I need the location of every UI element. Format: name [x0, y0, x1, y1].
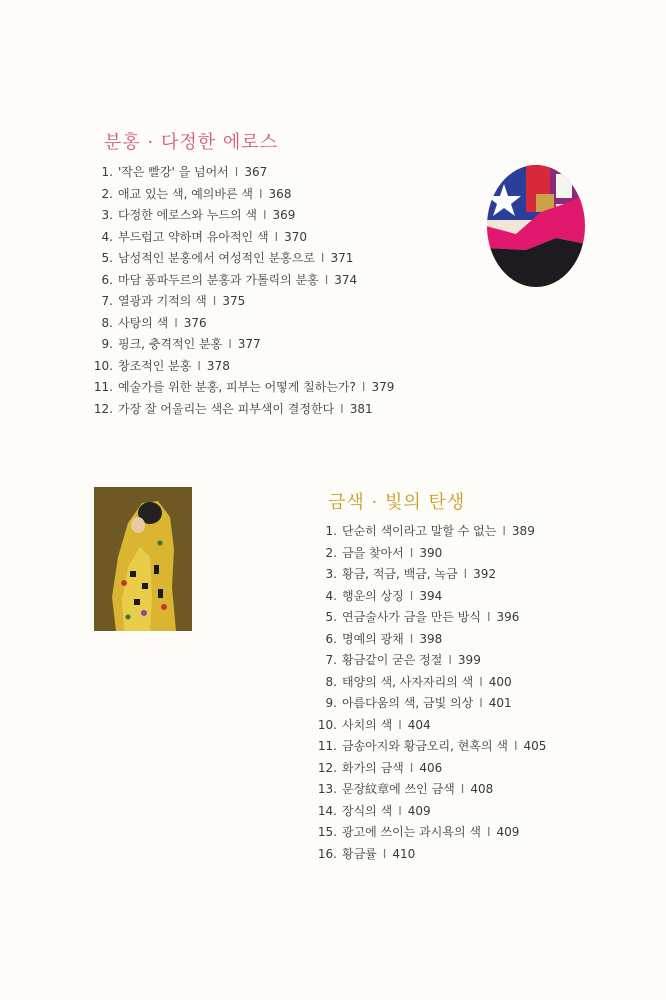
toc-entry-number: 9.: [325, 696, 337, 710]
toc-separator: I: [262, 208, 267, 222]
toc-entry-page: 409: [407, 803, 431, 818]
toc-entry-title: 행운의 상징: [342, 588, 404, 603]
toc-entry-page: 399: [457, 653, 481, 667]
toc-entry-title: 창조적인 분홍: [118, 358, 192, 373]
toc-entry: [313, 650, 546, 672]
toc-entry-number: 11.: [93, 380, 113, 394]
toc-entry-title: 단순히 색이라고 말할 수 없는: [342, 524, 497, 538]
toc-entry: [89, 270, 394, 292]
toc-entry: [313, 543, 546, 565]
toc-entry-number: 9.: [101, 337, 113, 351]
toc-separator: I: [486, 610, 491, 624]
toc-entry: [89, 184, 394, 206]
toc-entry: [89, 377, 394, 399]
toc-entry-page: 392: [473, 567, 497, 581]
toc-entry-title: 광고에 쓰이는 과시욕의 색: [342, 825, 481, 839]
toc-entry-page: 400: [488, 674, 512, 689]
toc-separator: I: [409, 545, 414, 560]
toc-separator: I: [460, 782, 465, 796]
toc-entry-number: 7.: [325, 653, 337, 667]
klimt-kiss-painting: [94, 487, 192, 631]
toc-entry-title: 사탕의 색: [118, 315, 169, 330]
toc-entry: [313, 672, 546, 694]
toc-entry-page: 374: [334, 272, 358, 287]
toc-entry-page: 376: [183, 315, 207, 330]
toc-separator: I: [382, 846, 387, 861]
toc-entry: [313, 736, 546, 758]
toc-separator: I: [513, 739, 518, 753]
toc-entry-number: 15.: [317, 825, 337, 839]
toc-entry-number: 7.: [101, 294, 113, 308]
toc-entry-title: 애교 있는 색, 예의바른 색: [118, 186, 253, 201]
toc-entry-title: 황금같이 굳은 정절: [342, 653, 443, 667]
toc-entry-page: 368: [268, 186, 292, 201]
toc-entry-title: 다정한 에로스와 누드의 색: [118, 208, 257, 222]
toc-separator: I: [409, 588, 414, 603]
pink-flag-egg-illustration: [486, 164, 586, 288]
toc-entry-number: 4.: [325, 588, 337, 603]
toc-entry-title: 아름다움의 색, 금빛 의상: [342, 696, 474, 710]
toc-entry-page: 377: [237, 337, 261, 351]
toc-separator: I: [409, 760, 414, 775]
section-title-pink: 분홍 · 다정한 에로스: [104, 132, 278, 153]
toc-entry: [89, 227, 394, 249]
toc-separator: I: [486, 825, 491, 839]
toc-entry-number: 3.: [101, 208, 113, 222]
toc-separator: I: [448, 653, 452, 667]
toc-entry-page: 406: [419, 760, 443, 775]
toc-entry-title: 연금술사가 금을 만든 방식: [342, 610, 481, 624]
toc-entry-title: 남성적인 분홍에서 여성적인 분홍으로: [118, 251, 315, 265]
toc-entry-page: 375: [222, 294, 246, 308]
toc-entry: [89, 291, 394, 313]
toc-entry-number: 10.: [93, 358, 113, 373]
toc-separator: I: [234, 165, 239, 179]
toc-entry-title: 명예의 광채: [342, 631, 404, 646]
toc-entry-number: 8.: [101, 315, 113, 330]
toc-entry-number: 1.: [101, 165, 113, 179]
toc-separator: I: [228, 337, 232, 351]
toc-entry: [89, 334, 394, 356]
toc-entry-page: 394: [419, 588, 443, 603]
toc-entry-number: 2.: [101, 186, 113, 201]
toc-entry-title: '작은 빨강' 을 넘어서: [118, 165, 229, 179]
toc-entry: [313, 629, 546, 651]
toc-separator: I: [174, 315, 178, 330]
toc-list-gold: [313, 521, 546, 865]
toc-entry: [89, 205, 394, 227]
toc-entry-page: 378: [206, 358, 230, 373]
toc-separator: I: [197, 358, 201, 373]
toc-entry: [313, 844, 546, 866]
toc-separator: I: [259, 186, 263, 201]
toc-entry-title: 사치의 색: [342, 717, 393, 732]
toc-separator: I: [361, 380, 366, 394]
toc-entry: [89, 399, 394, 421]
toc-entry-page: 401: [488, 696, 512, 710]
toc-entry: [313, 564, 546, 586]
toc-separator: I: [479, 696, 483, 710]
toc-entry-title: 핑크, 충격적인 분홍: [118, 337, 223, 351]
toc-entry-number: 4.: [101, 229, 113, 244]
toc-entry-number: 5.: [101, 251, 113, 265]
toc-entry-title: 예술가를 위한 분홍, 피부는 어떻게 칠하는가?: [118, 380, 356, 394]
toc-entry: [89, 356, 394, 378]
toc-separator: I: [502, 524, 506, 538]
toc-entry-title: 부드럽고 약하며 유아적인 색: [118, 229, 269, 244]
toc-entry: [313, 822, 546, 844]
toc-entry-number: 3.: [325, 567, 337, 581]
toc-separator: I: [409, 631, 414, 646]
toc-entry-title: 황금률: [342, 846, 377, 861]
toc-entry-title: 마담 퐁파두르의 분홍과 가톨릭의 분홍: [118, 272, 319, 287]
toc-entry-page: 381: [349, 401, 373, 416]
section-title-gold: 금색 · 빛의 탄생: [328, 492, 466, 513]
toc-entry-page: 405: [523, 739, 547, 753]
toc-entry-number: 1.: [325, 524, 337, 538]
toc-entry-number: 16.: [317, 846, 337, 861]
toc-entry: [313, 521, 546, 543]
toc-separator: I: [463, 567, 468, 581]
toc-entry-number: 12.: [93, 401, 113, 416]
toc-entry-title: 열광과 기적의 색: [118, 294, 207, 308]
toc-entry-page: 390: [419, 545, 443, 560]
toc-entry-page: 404: [407, 717, 431, 732]
toc-entry-page: 409: [496, 825, 520, 839]
toc-entry-page: 408: [470, 782, 494, 796]
toc-separator: I: [320, 251, 325, 265]
toc-entry-title: 장식의 색: [342, 803, 393, 818]
toc-entry-page: 398: [419, 631, 443, 646]
toc-entry: [313, 779, 546, 801]
toc-entry-number: 10.: [317, 717, 337, 732]
toc-entry: [313, 586, 546, 608]
toc-entry-page: 367: [244, 165, 268, 179]
toc-entry: [313, 801, 546, 823]
toc-separator: I: [324, 272, 329, 287]
toc-entry-page: 379: [371, 380, 395, 394]
toc-entry-page: 369: [272, 208, 296, 222]
toc-entry-number: 5.: [325, 610, 337, 624]
toc-entry-page: 370: [284, 229, 308, 244]
toc-entry: [313, 693, 546, 715]
toc-entry: [313, 607, 546, 629]
toc-entry-title: 화가의 금색: [342, 760, 404, 775]
toc-entry-number: 12.: [317, 760, 337, 775]
toc-separator: I: [340, 401, 344, 416]
toc-entry: [313, 715, 546, 737]
toc-entry-page: 389: [511, 524, 535, 538]
toc-entry-number: 2.: [325, 545, 337, 560]
toc-entry-number: 14.: [317, 803, 337, 818]
toc-entry: [313, 758, 546, 780]
toc-entry-title: 황금, 적금, 백금, 녹금: [342, 567, 458, 581]
toc-entry: [89, 313, 394, 335]
toc-separator: I: [274, 229, 279, 244]
toc-entry-page: 371: [330, 251, 354, 265]
toc-entry: [89, 248, 394, 270]
toc-entry-title: 금송아지와 황금오리, 현혹의 색: [342, 739, 508, 753]
toc-entry-number: 6.: [101, 272, 113, 287]
toc-list-pink: [89, 162, 394, 420]
toc-entry-number: 13.: [317, 782, 337, 796]
toc-entry-title: 문장紋章에 쓰인 금색: [342, 782, 455, 796]
toc-separator: I: [398, 803, 402, 818]
toc-separator: I: [398, 717, 402, 732]
toc-entry-number: 11.: [317, 739, 337, 753]
toc-separator: I: [479, 674, 483, 689]
toc-entry-page: 396: [496, 610, 520, 624]
toc-entry-title: 금을 찾아서: [342, 545, 404, 560]
toc-entry-title: 태양의 색, 사자자리의 색: [342, 674, 474, 689]
toc-separator: I: [212, 294, 217, 308]
toc-entry-number: 8.: [325, 674, 337, 689]
toc-entry-title: 가장 잘 어울리는 색은 피부색이 결정한다: [118, 401, 335, 416]
toc-entry: [89, 162, 394, 184]
toc-entry-page: 410: [392, 846, 416, 861]
toc-entry-number: 6.: [325, 631, 337, 646]
